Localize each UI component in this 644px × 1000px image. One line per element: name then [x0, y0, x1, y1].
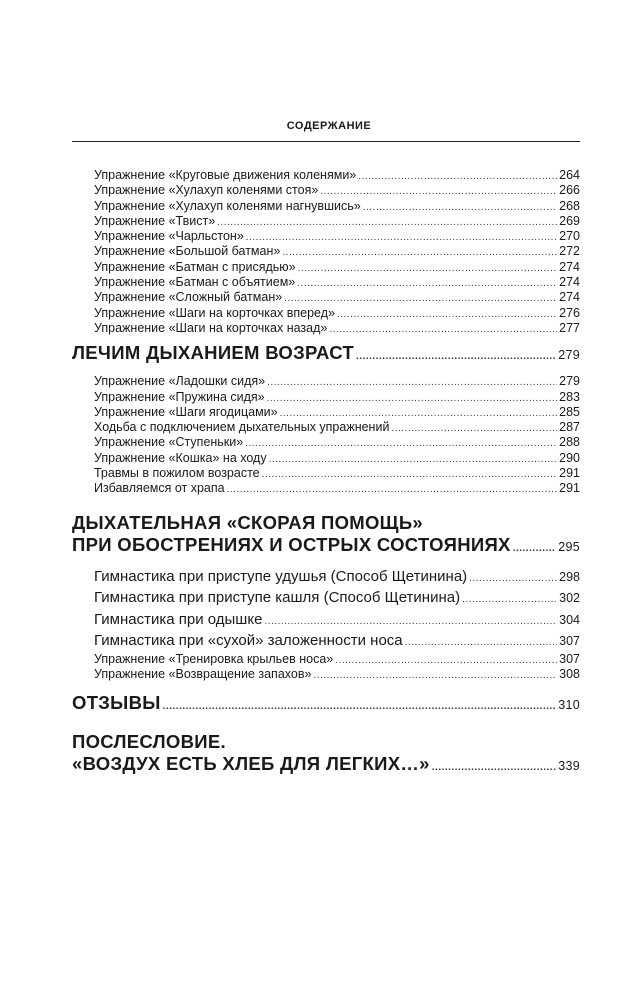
dot-leader [432, 757, 556, 779]
toc-section-page: 304 [559, 612, 580, 627]
dot-leader [280, 406, 558, 421]
toc-entry-title: Упражнение «Чарльстон» [94, 229, 244, 244]
toc-entry-title: Упражнение «Сложный батман» [94, 290, 283, 305]
toc-entry[interactable] [72, 652, 580, 667]
toc-entry-title: Упражнение «Ладошки сидя» [94, 374, 266, 389]
dot-leader [245, 436, 557, 451]
toc-entry-title: Упражнение «Возвращение запахов» [94, 666, 312, 681]
toc-entry-page: 264 [559, 168, 580, 182]
toc-entry[interactable] [72, 290, 580, 305]
toc-chapter-title: ОТЗЫВЫ [72, 692, 161, 714]
toc-entry-page: 274 [559, 259, 580, 274]
toc-entry-page: 274 [559, 290, 580, 305]
toc-section-title: Гимнастика при приступе удушья (Способ Щетинина) [94, 567, 468, 585]
toc-entry-title: Упражнение «Пружина сидя» [94, 389, 265, 404]
toc-chapter-title-line1: ДЫХАТЕЛЬНАЯ «СКОРАЯ ПОМОЩЬ» [72, 511, 424, 533]
toc-entry-title: Упражнение «Шаги на корточках назад» [94, 320, 328, 335]
dot-leader [246, 230, 557, 245]
toc-entry[interactable] [72, 244, 580, 259]
header-rule [72, 141, 580, 142]
dot-leader [391, 421, 557, 436]
toc-section[interactable] [72, 566, 580, 588]
toc-entry[interactable] [72, 390, 580, 405]
dot-leader [282, 245, 557, 260]
toc-entry-title: Упражнение «Шаги ягодицами» [94, 404, 278, 419]
toc-entry[interactable] [72, 321, 580, 336]
dot-leader [269, 452, 558, 467]
toc-entry[interactable] [72, 260, 580, 275]
toc-chapter[interactable] [72, 692, 580, 718]
dot-leader [363, 200, 557, 215]
toc-entry-page: 269 [559, 213, 580, 228]
toc-entry[interactable] [72, 374, 580, 389]
toc-entry[interactable] [72, 199, 580, 214]
dot-leader [469, 568, 557, 590]
toc-entry-title: Упражнение «Ступеньки» [94, 435, 244, 450]
toc-entry[interactable] [72, 451, 580, 466]
toc-chapter[interactable] [72, 730, 580, 779]
toc-entry-page: 266 [559, 183, 580, 198]
toc-section-title: Гимнастика при приступе кашля (Способ Щетинина) [94, 589, 461, 607]
toc-chapter-line2 [72, 534, 580, 560]
dot-leader [358, 169, 557, 184]
toc-entry-page: 283 [559, 389, 580, 404]
table-of-contents [72, 168, 580, 785]
toc-entry-title: Упражнение «Твист» [94, 213, 216, 228]
toc-section-page: 298 [559, 569, 580, 584]
toc-section-title: Гимнастика при «сухой» заложенности носа [94, 632, 403, 650]
dot-leader [298, 261, 558, 276]
toc-entry-title: Упражнение «Шаги на корточках вперед» [94, 305, 335, 320]
dot-leader [163, 696, 557, 718]
toc-entry-title: Упражнение «Тренировка крыльев носа» [94, 651, 334, 666]
dot-leader [264, 611, 557, 633]
toc-entry-page: 270 [559, 229, 580, 244]
toc-entry[interactable] [72, 667, 580, 682]
toc-chapter-page: 310 [558, 698, 580, 713]
toc-chapter-title-line2: «ВОЗДУХ ЕСТЬ ХЛЕБ ДЛЯ ЛЕГКИХ…» [72, 753, 430, 775]
toc-entry-page: 274 [559, 275, 580, 290]
toc-entry-title: Упражнение «Круговые движения коленями» [94, 168, 357, 182]
toc-entry-page: 277 [559, 320, 580, 335]
toc-entry-title: Упражнение «Хулахуп коленями нагнувшись» [94, 198, 361, 213]
dot-leader [313, 668, 557, 683]
toc-entry-title: Избавляемся от храпа [94, 481, 225, 496]
toc-entry[interactable] [72, 183, 580, 198]
running-head: СОДЕРЖАНИЕ [286, 120, 372, 132]
toc-entry-title: Упражнение «Большой батман» [94, 244, 281, 259]
toc-entry-page: 276 [559, 305, 580, 320]
toc-chapter[interactable] [72, 342, 580, 368]
dot-leader [329, 322, 557, 337]
dot-leader [262, 467, 558, 482]
dot-leader [267, 391, 558, 406]
toc-entry[interactable] [72, 420, 580, 435]
toc-entry-page: 272 [559, 244, 580, 259]
toc-section[interactable] [72, 609, 580, 631]
toc-chapter-title-line2: ПРИ ОБОСТРЕНИЯХ И ОСТРЫХ СОСТОЯНИЯХ [72, 533, 511, 555]
dot-leader [217, 215, 557, 230]
toc-chapter-page: 295 [558, 539, 580, 554]
toc-entry-page: 290 [559, 450, 580, 465]
toc-entry[interactable] [72, 435, 580, 450]
toc-entry[interactable] [72, 275, 580, 290]
toc-chapter-line2 [72, 753, 580, 779]
dot-leader [405, 632, 557, 654]
toc-entry[interactable] [72, 229, 580, 244]
toc-entry-page: 288 [559, 435, 580, 450]
toc-entry-page: 308 [559, 666, 580, 681]
dot-leader [337, 307, 557, 322]
toc-entry-page: 285 [559, 404, 580, 419]
toc-section-page: 307 [559, 634, 580, 649]
toc-entry[interactable] [72, 481, 580, 496]
toc-entry[interactable] [72, 466, 580, 481]
toc-entry-title: Травмы в пожилом возрасте [94, 466, 260, 481]
toc-entry-page: 287 [559, 420, 580, 435]
dot-leader [356, 346, 556, 368]
toc-entry-title: Упражнение «Кошка» на ходу [94, 450, 267, 465]
dot-leader [320, 184, 557, 199]
toc-entry[interactable] [72, 405, 580, 420]
dot-leader [462, 589, 557, 611]
toc-entry-page: 268 [559, 198, 580, 213]
toc-entry-title: Упражнение «Хулахуп коленями стоя» [94, 183, 319, 198]
dot-leader [513, 538, 557, 560]
toc-entry-page: 291 [559, 481, 580, 496]
toc-chapter-page: 339 [558, 759, 580, 774]
toc-chapter-title-line1: ПОСЛЕСЛОВИЕ. [72, 731, 226, 753]
toc-section-title: Гимнастика при одышке [94, 610, 263, 628]
toc-entry-title: Упражнение «Батман с объятием» [94, 275, 296, 290]
dot-leader [297, 276, 557, 291]
toc-chapter-page: 279 [558, 348, 580, 363]
toc-entry-page: 279 [559, 374, 580, 389]
toc-entry-page: 291 [559, 466, 580, 481]
toc-entry[interactable] [72, 214, 580, 229]
dot-leader [284, 291, 557, 306]
dot-leader [227, 482, 558, 497]
toc-chapter-title: ЛЕЧИМ ДЫХАНИЕМ ВОЗРАСТ [72, 342, 354, 364]
dot-leader [335, 653, 557, 668]
toc-section-page: 302 [559, 591, 580, 606]
toc-section[interactable] [72, 587, 580, 609]
toc-entry[interactable] [72, 306, 580, 321]
toc-chapter[interactable] [72, 511, 580, 560]
toc-section[interactable] [72, 630, 580, 652]
toc-entry-page: 307 [559, 651, 580, 666]
toc-entry-title: Ходьба с подключением дыхательных упражнений [94, 420, 390, 435]
dot-leader [267, 375, 557, 390]
toc-entry-title: Упражнение «Батман с присядью» [94, 259, 296, 274]
toc-entry[interactable] [72, 168, 580, 183]
